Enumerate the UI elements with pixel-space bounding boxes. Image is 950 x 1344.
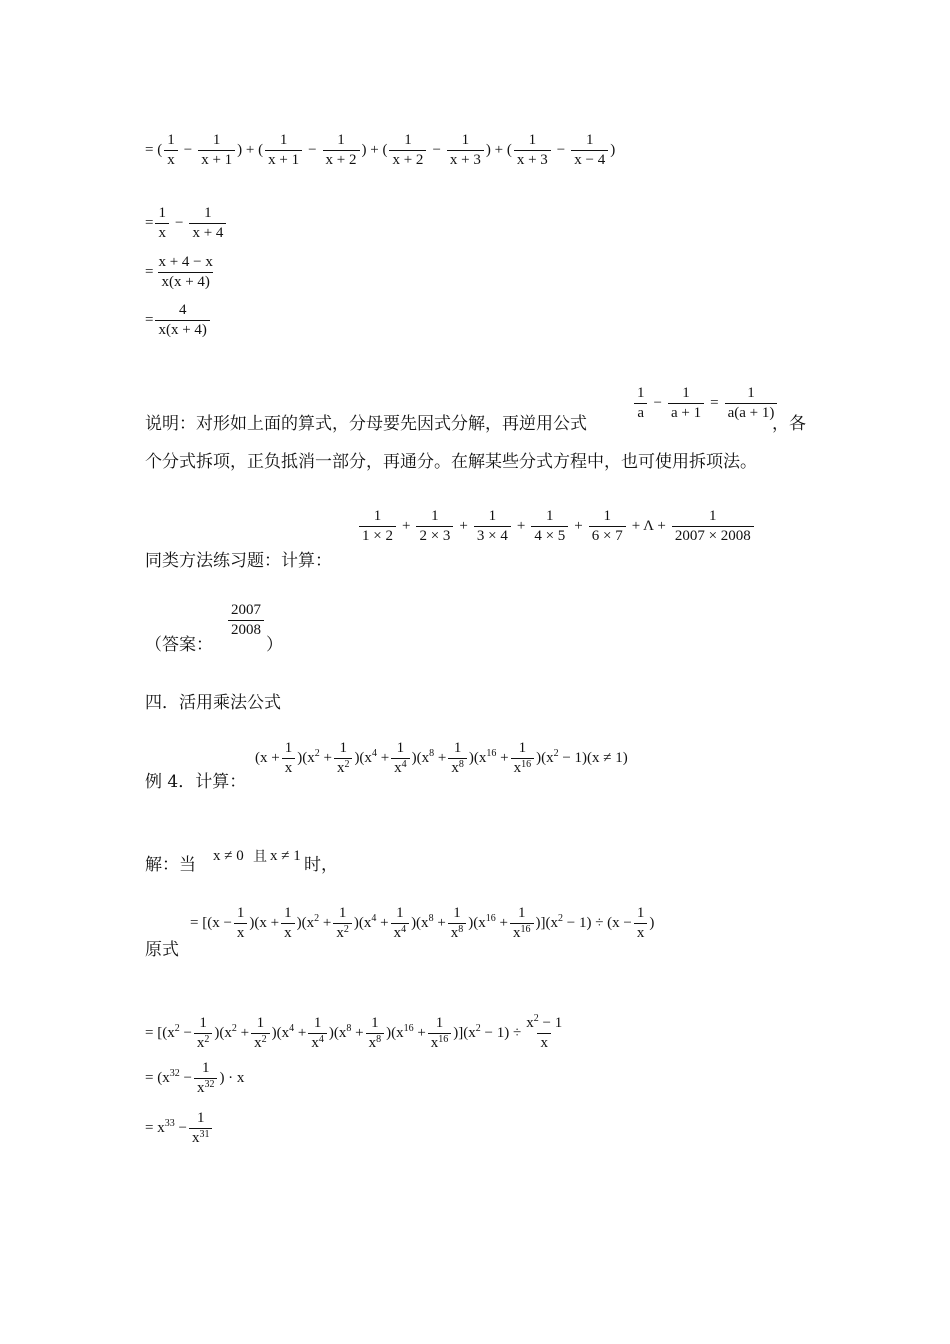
math-line-2: = $\frac{1}{x}$ − $\frac{1}{x + 4}$ — [145, 205, 228, 242]
step-1: = [($x^2$ − $\frac{1}{x^2}$ )($x^2$ + $\frac{1}{x^2}$ )($x^4$ + $\frac{1}{x^4}$ )($x^8$ + $\frac{1}{x^8}$ )($x^{16}$ + $\frac{1}{x^{16}}$ )]$(x^2 - 1)$ ÷ $\frac{x^2 - 1}{x}$ — [145, 1013, 563, 1051]
solution-prefix: 解：当 — [145, 855, 196, 875]
section-title: 四．活用乘法公式 — [145, 693, 281, 713]
solution-and: 且 — [253, 849, 267, 865]
explanation-text-2: ，各 — [772, 414, 806, 434]
solution-cond-2: x ≠ 1 — [270, 848, 301, 864]
step-2: = ($x^{32}$ − $\frac{1}{x^{32}}$ ) · x — [145, 1060, 245, 1096]
math-line-4: = $\frac{4}{x(x + 4)}$ — [145, 302, 212, 339]
example-label: 例 4．计算： — [145, 772, 247, 792]
example-expression: (x + $\frac{1}{x}$ )($x^2$ + $\frac{1}{x^2}$ )($x^4$ + $\frac{1}{x^4}$ )($x^8$ + $\frac{1}{x^8}$ )($x^{16}$ + $\frac{1}{x^{16}}$ )$(x^2 - 1)(x \ne 1)$ — [255, 740, 628, 776]
explanation-formula: $\frac{1}{a}$ − $\frac{1}{a + 1}$ = $\frac{1}{a(a + 1)}$ — [632, 385, 779, 422]
math-line-1: = ( $\frac{1}{x}$ − $\frac{1}{x + 1}$ ) + ( $\frac{1}{x + 1}$ − $\frac{1}{x + 2}$ ) + ( $\frac{1}{x + 2}$ − $\frac{1}{x + 3}$ ) + ( $\frac{1}{x + 3}$ − $\frac{1}{x - 4}$ ) — [145, 132, 616, 168]
answer-close: ） — [266, 635, 283, 655]
math-line-3: = $\frac{x + 4 - x}{x(x + 4)}$ — [145, 254, 213, 290]
solution-suffix: 时， — [304, 855, 338, 875]
explanation-text-3: 个分式拆项，正负抵消一部分，再通分。在解某些分式方程中，也可使用拆项法。 — [145, 452, 757, 472]
original-expression: = [(x − $\frac{1}{x}$ )(x + $\frac{1}{x}$ )($x^2$ + $\frac{1}{x^2}$ )($x^4$ + $\frac{1}{x^4}$ )($x^8$ + $\frac{1}{x^8}$ )($x^{16}$ + $\frac{1}{x^{16}}$ )]$(x^2 - 1) \div (x$ − $\frac{1}{x}$ ) — [190, 905, 655, 941]
exercise-expression: $\frac{1}{1 \times 2}$ + $\frac{1}{2 \times 3}$ + $\frac{1}{3 \times 4}$ + $\frac{1}{4 \times 5}$ + $\frac{1}{6 \times 7}$ + Λ + $\frac{1}{2007 \times 2008}$ — [357, 508, 756, 545]
original-label: 原式 — [145, 940, 179, 960]
solution-cond-1: x ≠ 0 — [213, 848, 244, 864]
explanation-text-1: 说明：对形如上面的算式，分母要先因式分解，再逆用公式 — [145, 414, 587, 434]
step-3: = $x^{33}$ − $\frac{1}{x^{31}}$ — [145, 1110, 214, 1147]
exercise-label: 同类方法练习题：计算： — [145, 551, 332, 571]
answer-open: （答案： — [145, 635, 213, 655]
answer-fraction: $\frac{2007}{2008}$ — [226, 602, 266, 639]
